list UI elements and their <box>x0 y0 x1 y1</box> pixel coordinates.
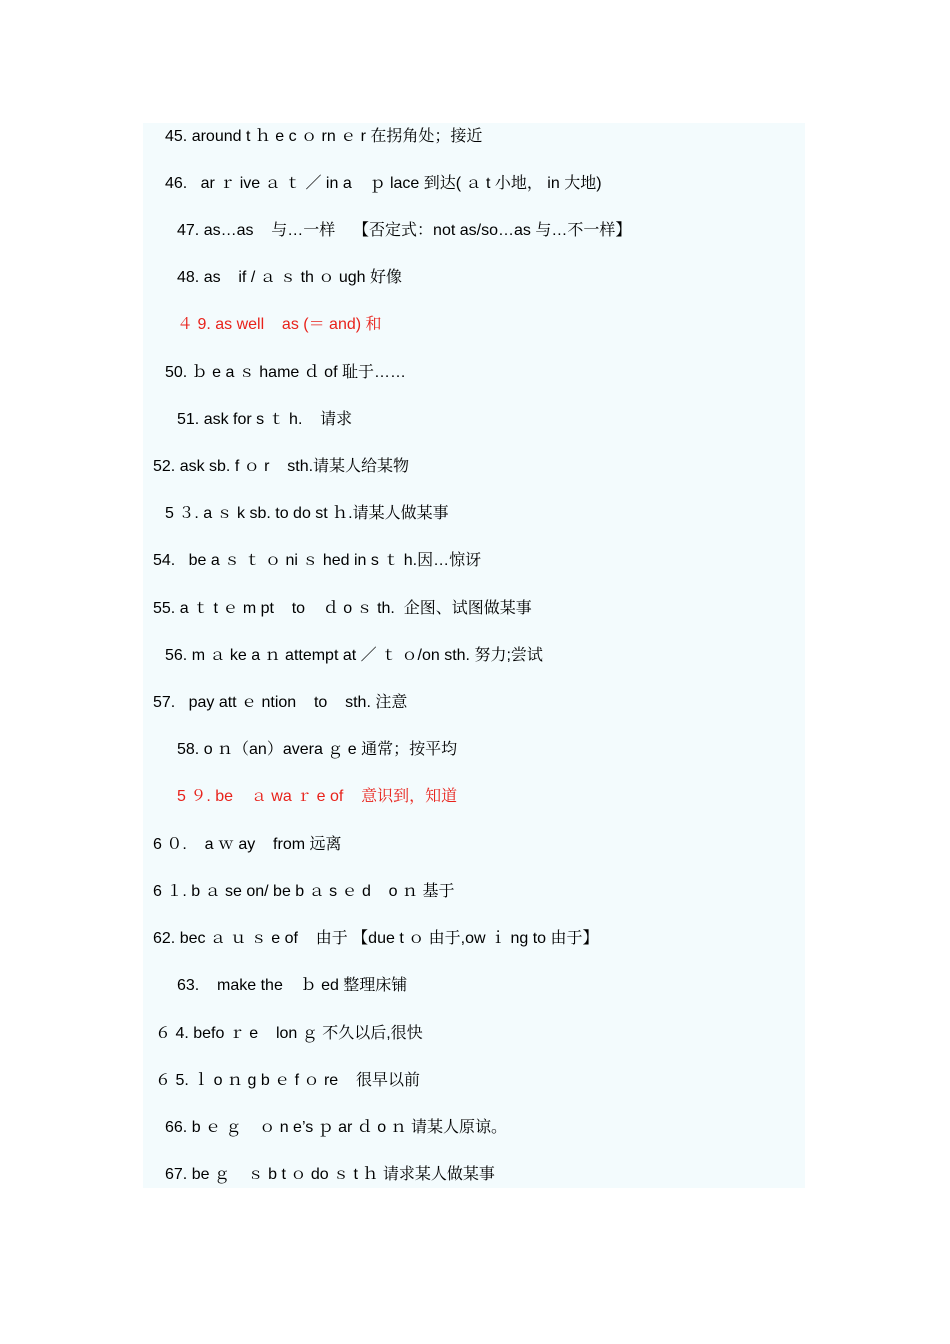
phrase-line-50: 50. ｂ e a ｓ hame ｄ of 耻于…… <box>165 364 406 381</box>
phrase-line-61: 6 １. b ａ se on/ be b ａ s ｅ d o ｎ 基于 <box>153 883 455 900</box>
phrase-line-58: 58. o ｎ（an）avera ｇ e 通常；按平均 <box>177 741 458 758</box>
phrase-line-47: 47. as…as 与…一样 【否定式：not as/so…as 与…不一样】 <box>177 222 632 239</box>
phrase-line-67: 67. be ｇ ｓ b t ｏ do ｓ t ｈ 请求某人做某事 <box>165 1166 495 1183</box>
phrase-line-45: 45. around t ｈ e c ｏ rn ｅ r 在拐角处；接近 <box>165 128 483 145</box>
phrase-line-57: 57. pay att ｅ ntion to sth. 注意 <box>153 694 408 711</box>
phrase-line-63: 63. make the ｂ ed 整理床铺 <box>177 977 408 994</box>
phrase-line-66: 66. b ｅ ｇ ｏ n e’s ｐ ar ｄ o ｎ 请某人原谅。 <box>165 1119 508 1136</box>
phrase-line-56: 56. m ａ ke a ｎ attempt at ／ ｔ ｏ/on sth. 努力;尝试 <box>165 647 543 664</box>
phrase-line-53: 5 ３. a ｓ k sb. to do st ｈ.请某人做某事 <box>165 505 449 522</box>
phrase-line-51: 51. ask for s ｔ h. 请求 <box>177 411 353 428</box>
phrase-line-54: 54. be a ｓ ｔ ｏ ni ｓ hed in s ｔ h.因…惊讶 <box>153 552 482 569</box>
phrase-line-52: 52. ask sb. f ｏ r sth.请某人给某物 <box>153 458 410 475</box>
phrase-line-60: 6 ０. a ｗ ay from 远离 <box>153 836 342 853</box>
phrase-line-59: 5 ９. be ａ wa ｒ e of 意识到，知道 <box>177 788 458 805</box>
phrase-line-46: 46. ar ｒ ive ａ ｔ ／ in a ｐ lace 到达( ａ t 小地， in 大地) <box>165 175 602 192</box>
phrase-line-55: 55. a ｔ t ｅ m pt to ｄ o ｓ th. 企图、试图做某事 <box>153 600 532 617</box>
phrase-line-64: ６ 4. befo ｒ e lon ｇ 不久以后,很快 <box>155 1025 423 1042</box>
phrase-line-49: ４ 9. as well as (＝ and) 和 <box>177 316 382 333</box>
phrase-line-62: 62. bec ａ ｕ ｓ e of 由于 【due t ｏ 由于,ow ｉ ng to 由于】 <box>153 930 599 947</box>
phrase-line-65: ６ 5. ｌ o ｎ g b ｅ f ｏ re 很早以前 <box>155 1072 420 1089</box>
phrase-line-48: 48. as if / ａ ｓ th ｏ ugh 好像 <box>177 269 402 286</box>
